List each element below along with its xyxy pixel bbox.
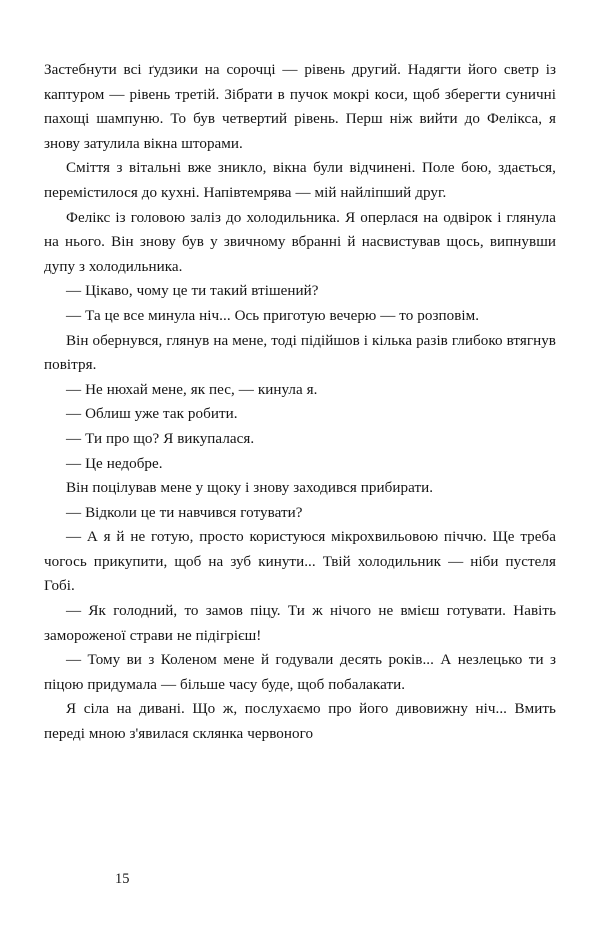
page-text-body bbox=[44, 58, 556, 747]
paragraph: Він обернувся, глянув на мене, тоді підійшов і кілька разів глибоко втягнув повітря. bbox=[44, 332, 556, 374]
paragraph: Застебнути всі ґудзики на сорочці — рівень другий. Надягти його светр із каптуром — рівень третій. Зібрати в пучок мокрі коси, щоб зберегти суничні пахощі шампуню. То був четвертий рівень. Перш ніж вийти до Фелікса, я знову затулила вікна шторами. bbox=[44, 62, 556, 152]
paragraph: — Тому ви з Коленом мене й годували десять років... А незлецько ти з піцою придумала — більше часу буде, щоб побалакати. bbox=[44, 652, 556, 693]
paragraph: — Відколи це ти навчився готувати? bbox=[66, 504, 303, 521]
paragraph: — Цікаво, чому це ти такий втішений? bbox=[66, 283, 319, 300]
paragraph: — Це недобре. bbox=[66, 455, 163, 472]
page-number: 15 bbox=[115, 871, 130, 887]
paragraph: — А я й не готую, просто користуюся мікрохвильовою піччю. Ще треба чогось прикупити, щоб на зуб кинути... Твій холодильник — ніби пустеля Гобі. bbox=[44, 529, 556, 595]
paragraph: — Як голодний, то замов піцу. Ти ж нічого не вмієш готувати. Навіть замороженої страви не підігрієш! bbox=[44, 603, 556, 644]
paragraph: Я сіла на дивані. Що ж, послухаємо про його дивовижну ніч... Вмить переді мною з'явилася склянка червоного bbox=[44, 701, 556, 743]
paragraph: Сміття з вітальні вже зникло, вікна були відчинені. Поле бою, здається, перемістилося до кухні. Напівтемрява — мій найліпший друг. bbox=[44, 160, 556, 201]
paragraph: Фелікс із головою заліз до холодильника. Я оперлася на одвірок і глянула на нього. Він знову був у звичному вбранні й насвистував щось, випнувши дупу з холодильника. bbox=[44, 209, 556, 275]
paragraph: Він поцілував мене у щоку і знову заходився прибирати. bbox=[66, 480, 434, 497]
paragraph: — Облиш уже так робити. bbox=[66, 406, 238, 423]
paragraph: — Не нюхай мене, як пес, — кинула я. bbox=[66, 381, 318, 398]
paragraph: — Ти про що? Я викупалася. bbox=[66, 430, 255, 447]
paragraph: — Та це все минула ніч... Ось приготую вечерю — то розповім. bbox=[66, 307, 480, 324]
